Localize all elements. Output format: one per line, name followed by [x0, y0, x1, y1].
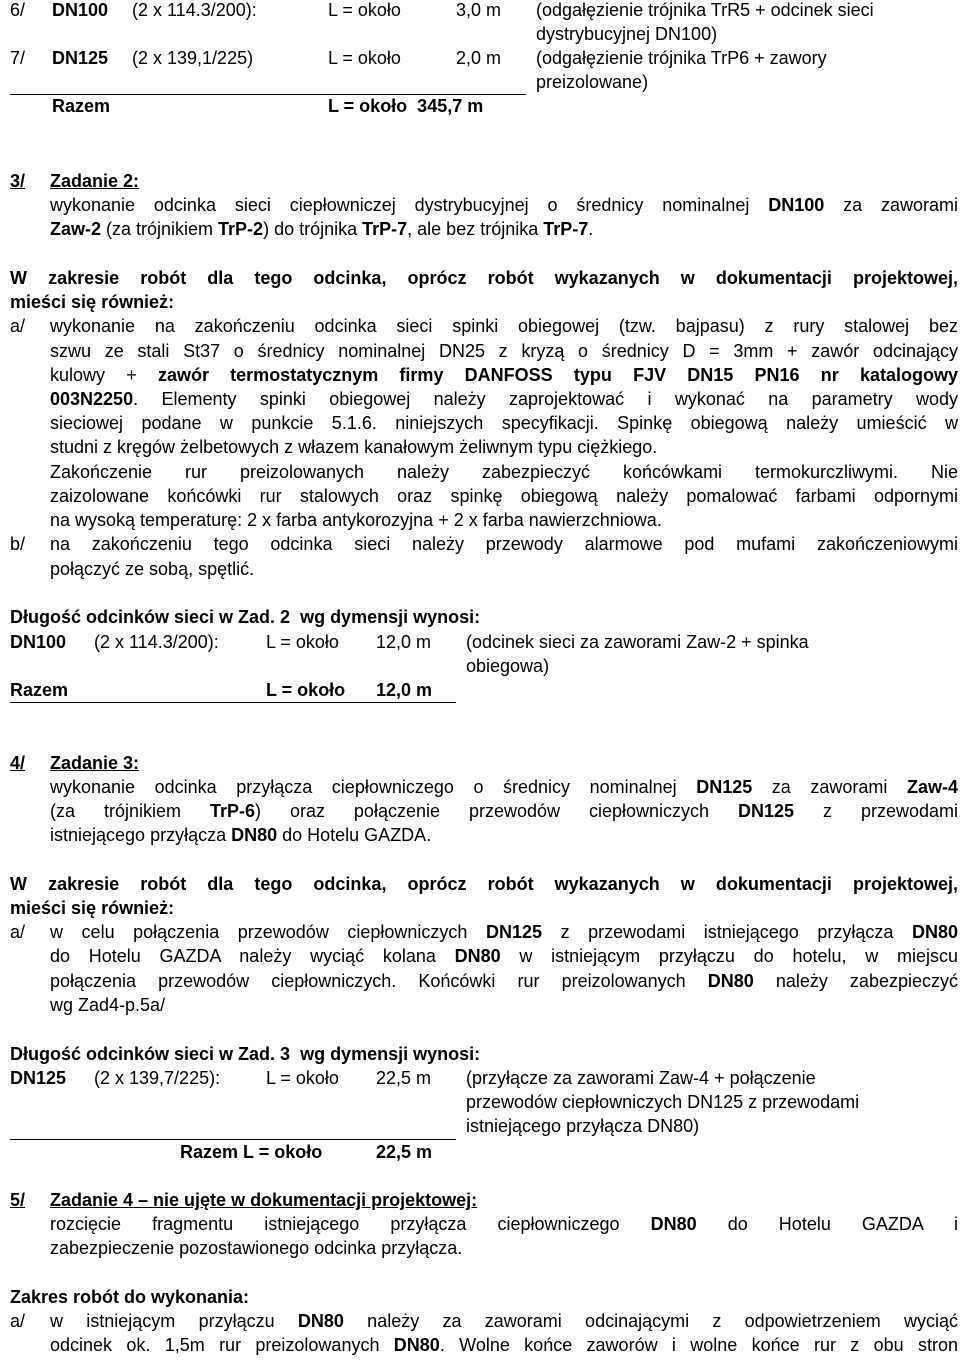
section-4-row-length-value: 22,5 m [376, 1068, 432, 1088]
section-4-item-a-line [50, 921, 958, 943]
row-7-dn: DN125 [52, 48, 109, 68]
text-run: wykonanie na zakończeniu odcinka sieci spinki obiegowej (tzw. bajpasu) z rury stalowej bez [50, 316, 958, 336]
section-4-total-length-value: 22,5 m [376, 1142, 433, 1162]
section-3-row-length-value: 12,0 m [376, 632, 432, 652]
section-3-total-label: Razem [10, 680, 69, 700]
row-6-description-cont: dystrybucyjnej DN100) [536, 24, 718, 44]
bold-run: DN80 [650, 1214, 697, 1234]
text-run: studni z kręgów żelbetowych z włazem kanałowym żeliwnym typu ciężkiego. [50, 437, 658, 457]
text-run: z przewodami istniejącego przyłącza [542, 922, 912, 942]
section-3-item-b-line [50, 558, 254, 580]
text-run: połączenia przewodów ciepłowniczych. Końcówki rur preizolowanych [50, 971, 708, 991]
text-run: za zaworami [752, 777, 907, 797]
text-run: na zakończeniu tego odcinka sieci należy przewody alarmowe pod mufami zakończeniowymi [50, 534, 958, 554]
bold-run: DN80 [454, 946, 501, 966]
text-run: kulowy + [50, 365, 158, 385]
text-run: za zaworami [824, 195, 958, 215]
section-3-item-a-line [50, 364, 958, 386]
section-4-length-heading: Długość odcinków sieci w Zad. 3 wg dymensji wynosi: [10, 1044, 481, 1064]
row-6-description: (odgałęzienie trójnika TrR5 + odcinek sieci [536, 0, 874, 20]
section-3-item-a-line [50, 509, 662, 531]
section-4-scope-heading-cont: mieści się również: [10, 898, 175, 918]
text-run: zabezpieczenie pozostawionego odcinka przyłącza. [50, 1238, 463, 1258]
bold-run: Zaw-4 [906, 777, 958, 797]
top-total-label: Razem [52, 96, 111, 116]
text-run: wykonanie odcinka przyłącza ciepłowniczego o średnicy nominalnej [50, 777, 697, 797]
row-6-length-label: L = około [328, 0, 401, 20]
text-run: połączyć ze sobą, spętlić. [50, 559, 255, 579]
bold-run: DN125 [737, 801, 795, 821]
text-run: do Hotelu GAZDA. [277, 825, 432, 845]
row-7-description-cont: preizolowane) [536, 72, 649, 92]
text-run: sieciowej podane w punkcie 5.1.6. niniejszych specyfikacji. Spinkę obiegową należy umieścić w [50, 413, 958, 433]
text-run: wg Zad4-p.5a/ [50, 995, 166, 1015]
section-4-total-label: Razem L = około [180, 1142, 323, 1162]
section-3-scope-heading-cont: mieści się również: [10, 292, 175, 312]
section-5-title: Zadanie 4 – nie ujęte w dokumentacji projektowej: [50, 1190, 478, 1210]
bold-run: TrP-7 [362, 219, 408, 239]
section-3-item-a-line [50, 461, 958, 483]
text-run: rozcięcie fragmentu istniejącego przyłącza ciepłowniczego [50, 1214, 651, 1234]
bold-run: TrP-2 [218, 219, 264, 239]
section-4-row-description-cont: przewodów ciepłowniczych DN125 z przewodami [466, 1092, 860, 1112]
text-run: zaizolowane końcówki rur stalowych oraz spinkę obiegową należy pomalować farbami odpornymi [50, 486, 958, 506]
section-3-row-length-label: L = około [266, 632, 339, 652]
section-5-desc-line [50, 1237, 462, 1259]
row-7-number: 7/ [10, 48, 26, 68]
text-run: na wysoką temperaturę: 2 x farba antykorozyjna + 2 x farba nawierzchniowa. [50, 510, 662, 530]
section-3-row-description-cont: obiegowa) [466, 656, 550, 676]
section-3-total-length-value: 12,0 m [376, 680, 433, 700]
text-run: (za trójnikiem [50, 801, 210, 821]
text-run: do Hotelu GAZDA i [696, 1214, 959, 1234]
text-run: . Wolne końce zaworów i wolne końce rur z obu stron [439, 1335, 959, 1355]
text-run: wykonanie odcinka sieci ciepłowniczej dystrybucyjnej o średnicy nominalnej [50, 195, 769, 215]
section-3-item-b-label: b/ [10, 534, 26, 554]
section-3-row-description: (odcinek sieci za zaworami Zaw-2 + spinka [466, 632, 809, 652]
text-run: w istniejącym przyłączu do hotelu, w miejscu [500, 946, 958, 966]
section-4-row-length-label: L = około [266, 1068, 339, 1088]
row-6-dn: DN100 [52, 0, 109, 20]
row-7-length-value: 2,0 m [456, 48, 502, 68]
section-4-number: 4/ [10, 753, 26, 773]
section-4-desc-line [50, 776, 958, 798]
section-3-title: Zadanie 2: [50, 171, 140, 191]
section-5-desc-line [50, 1213, 958, 1235]
bold-run: DN80 [393, 1335, 440, 1355]
section-4-item-a-label: a/ [10, 922, 26, 942]
section-4-total-rule [10, 1139, 456, 1140]
section-3-item-a-line [50, 315, 958, 337]
text-run: Zakończenie rur preizolowanych należy zabezpieczyć końcówkami termokurczliwymi. Nie [50, 462, 958, 482]
text-run: ) oraz połączenie przewodów ciepłowniczych [254, 801, 738, 821]
section-3-row-spec: (2 x 114.3/200): [94, 632, 219, 652]
section-4-row-description: (przyłącze za zaworami Zaw-4 + połączenie [466, 1068, 816, 1088]
text-run: istniejącego przyłącza [50, 825, 232, 845]
section-5-item-a-line [50, 1334, 958, 1356]
text-run: ) do trójnika [263, 219, 363, 239]
section-5-item-a-label: a/ [10, 1311, 26, 1331]
bold-run: TrP-7 [543, 219, 589, 239]
row-6-spec: (2 x 114.3/200): [132, 0, 257, 20]
row-7-description: (odgałęzienie trójnika TrP6 + zawory [536, 48, 827, 68]
section-3-number: 3/ [10, 171, 26, 191]
bold-run: zawór termostatycznym firmy DANFOSS typu FJV DN15 PN16 nr katalogowy [157, 365, 958, 385]
text-run: należy za zaworami odcinającymi z odpowietrzeniem wyciąć [343, 1311, 958, 1331]
bold-run: DN125 [486, 922, 543, 942]
section-3-scope-heading: W zakresie robót dla tego odcinka, oprócz robót wykazanych w dokumentacji projektowej, [10, 268, 958, 288]
section-3-desc-line [50, 194, 958, 216]
text-run: należy zabezpieczyć [753, 971, 958, 991]
section-3-item-a-line [50, 340, 958, 362]
text-run: z przewodami [794, 801, 958, 821]
top-total-value: L = około 345,7 m [328, 96, 484, 116]
section-3-row-dn: DN100 [10, 632, 67, 652]
bold-run: 003N2250 [50, 389, 134, 409]
section-3-length-heading: Długość odcinków sieci w Zad. 2 wg dymensji wynosi: [10, 607, 481, 627]
section-3-item-a-line [50, 485, 958, 507]
bold-run: TrP-6 [209, 801, 255, 821]
row-6-length-value: 3,0 m [456, 0, 502, 20]
bold-run: DN80 [297, 1311, 344, 1331]
text-run: . [588, 219, 594, 239]
text-run: odcinek ok. 1,5m rur preizolowanych [50, 1335, 394, 1355]
section-4-row-dn: DN125 [10, 1068, 67, 1088]
section-5-scope-heading: Zakres robót do wykonania: [10, 1287, 250, 1307]
text-run: szwu ze stali St37 o średnicy nominalnej DN25 z kryzą o średnicy D = 3mm + zawór odcinający [50, 341, 958, 361]
section-4-item-a-line [50, 994, 165, 1016]
bold-run: Zaw-2 [50, 219, 102, 239]
text-run: (za trójnikiem [101, 219, 219, 239]
bold-run: DN80 [231, 825, 278, 845]
section-5-number: 5/ [10, 1190, 26, 1210]
section-4-desc-line [50, 800, 958, 822]
section-3-total-rule [10, 702, 456, 703]
section-4-scope-heading: W zakresie robót dla tego odcinka, oprócz robót wykazanych w dokumentacji projektowej, [10, 874, 958, 894]
row-7-length-label: L = około [328, 48, 401, 68]
row-6-number: 6/ [10, 0, 26, 20]
bold-run: DN125 [696, 777, 753, 797]
section-4-row-spec: (2 x 139,7/225): [94, 1068, 221, 1088]
section-4-desc-line [50, 824, 431, 846]
section-3-item-b-line [50, 533, 958, 555]
section-4-row-description-cont: istniejącego przyłącza DN80) [466, 1116, 700, 1136]
section-4-item-a-line [50, 970, 958, 992]
section-3-item-a-line [50, 436, 657, 458]
bold-run: DN100 [768, 195, 825, 215]
row-7-spec: (2 x 139,1/225) [132, 48, 254, 68]
bold-run: DN80 [707, 971, 754, 991]
section-3-item-a-line [50, 388, 958, 410]
text-run: w istniejącym przyłączu [50, 1311, 298, 1331]
bold-run: DN80 [911, 922, 959, 942]
section-3-total-length-label: L = około [266, 680, 346, 700]
section-3-desc-line [50, 218, 593, 240]
section-4-title: Zadanie 3: [50, 753, 140, 773]
text-run: w celu połączenia przewodów ciepłowniczych [50, 922, 486, 942]
text-run: , ale bez trójnika [407, 219, 544, 239]
section-3-item-a-line [50, 412, 958, 434]
section-5-item-a-line [50, 1310, 958, 1332]
section-3-item-a-label: a/ [10, 316, 26, 336]
text-run: . Elementy spinki obiegowej należy zaprojektować i wykonać na parametry wody [133, 389, 958, 409]
text-run: do Hotelu GAZDA należy wyciąć kolana [50, 946, 455, 966]
section-4-item-a-line [50, 945, 958, 967]
